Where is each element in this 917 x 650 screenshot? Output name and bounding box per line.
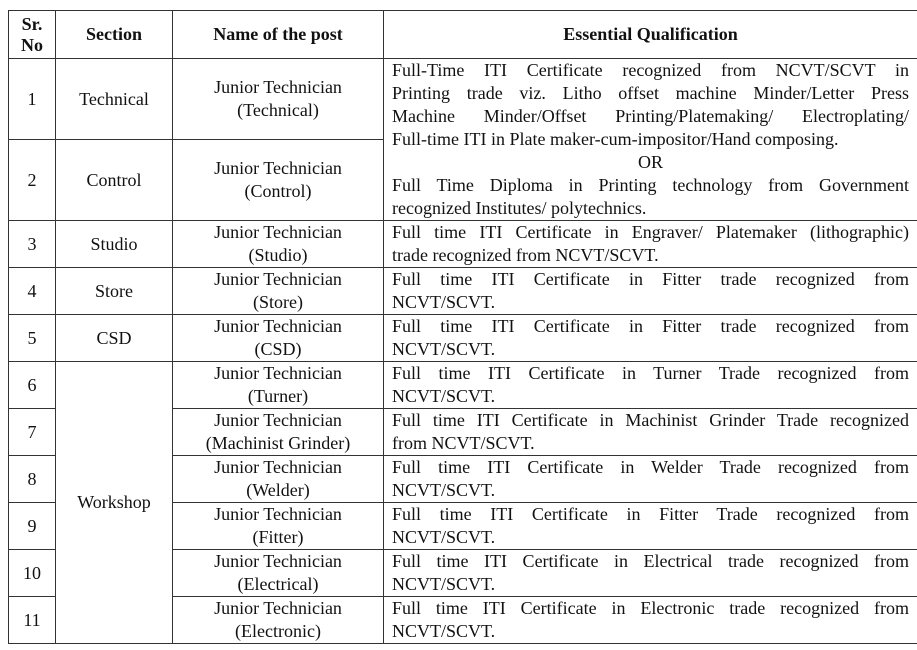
post-cell: Junior Technician (Control)	[173, 140, 384, 221]
post-cell: Junior Technician (Electronic)	[173, 597, 384, 644]
section-cell: CSD	[56, 315, 173, 362]
header-row	[9, 11, 917, 59]
header-post: Name of the post	[173, 11, 384, 59]
section-cell: Studio	[56, 221, 173, 268]
sr-cell: 2	[9, 140, 56, 221]
sr-cell: 11	[9, 597, 56, 644]
qualification-cell: Full time ITI Certificate in Fitter trade recognized from NCVT/SCVT.	[384, 315, 917, 362]
section-cell: Store	[56, 268, 173, 315]
table-row	[9, 59, 917, 140]
table-row	[9, 221, 917, 268]
post-cell: Junior Technician (Turner)	[173, 362, 384, 409]
sr-cell: 8	[9, 456, 56, 503]
post-cell: Junior Technician (Machinist Grinder)	[173, 409, 384, 456]
sr-cell: 10	[9, 550, 56, 597]
post-cell: Junior Technician (Welder)	[173, 456, 384, 503]
qualification-cell: Full time ITI Certificate in Machinist Grinder Trade recognized from NCVT/SCVT.	[384, 409, 917, 456]
section-cell: Control	[56, 140, 173, 221]
or-separator: OR	[637, 152, 663, 172]
header-qualification: Essential Qualification	[384, 11, 917, 59]
table-row	[9, 315, 917, 362]
sr-cell: 5	[9, 315, 56, 362]
post-cell: Junior Technician (Technical)	[173, 59, 384, 140]
sr-cell: 1	[9, 59, 56, 140]
qualification-cell: Full time ITI Certificate in Engraver/ Platemaker (lithographic) trade recognized from NCVT/SCVT.	[384, 221, 917, 268]
qualification-cell: Full time ITI Certificate in Turner Trade recognized from NCVT/SCVT.	[384, 362, 917, 409]
section-cell-workshop: Workshop	[56, 362, 173, 644]
qualification-cell: Full time ITI Certificate in Fitter Trade recognized from NCVT/SCVT.	[384, 503, 917, 550]
header-section: Section	[56, 11, 173, 59]
post-cell: Junior Technician (Electrical)	[173, 550, 384, 597]
qualification-cell: Full time ITI Certificate in Electrical trade recognized from NCVT/SCVT.	[384, 550, 917, 597]
sr-cell: 7	[9, 409, 56, 456]
post-cell: Junior Technician (CSD)	[173, 315, 384, 362]
sr-cell: 4	[9, 268, 56, 315]
qualification-cell: Full time ITI Certificate in Welder Trade recognized from NCVT/SCVT.	[384, 456, 917, 503]
post-cell: Junior Technician (Store)	[173, 268, 384, 315]
qualification-cell: Full time ITI Certificate in Electronic trade recognized from NCVT/SCVT.	[384, 597, 917, 644]
qualification-table	[8, 10, 917, 644]
post-cell: Junior Technician (Studio)	[173, 221, 384, 268]
sr-cell: 9	[9, 503, 56, 550]
table-row	[9, 362, 917, 409]
section-cell: Technical	[56, 59, 173, 140]
sr-cell: 3	[9, 221, 56, 268]
table-row	[9, 268, 917, 315]
sr-cell: 6	[9, 362, 56, 409]
qualification-cell-printing: Full-Time ITI Certificate recognized from NCVT/SCVT in Printing trade viz. Litho offset machine Minder/Letter Press Machine Minder/Offset Printing/Platemaking/ Electroplating/ Full-time ITI in Plate maker-cum-impositor/Hand composing. OR Full Time Diploma in Printing technology from Government recognized Institutes/ polytechnics.	[384, 59, 917, 221]
qualification-cell: Full time ITI Certificate in Fitter trade recognized from NCVT/SCVT.	[384, 268, 917, 315]
header-sr-no: Sr. No	[9, 11, 56, 59]
post-cell: Junior Technician (Fitter)	[173, 503, 384, 550]
